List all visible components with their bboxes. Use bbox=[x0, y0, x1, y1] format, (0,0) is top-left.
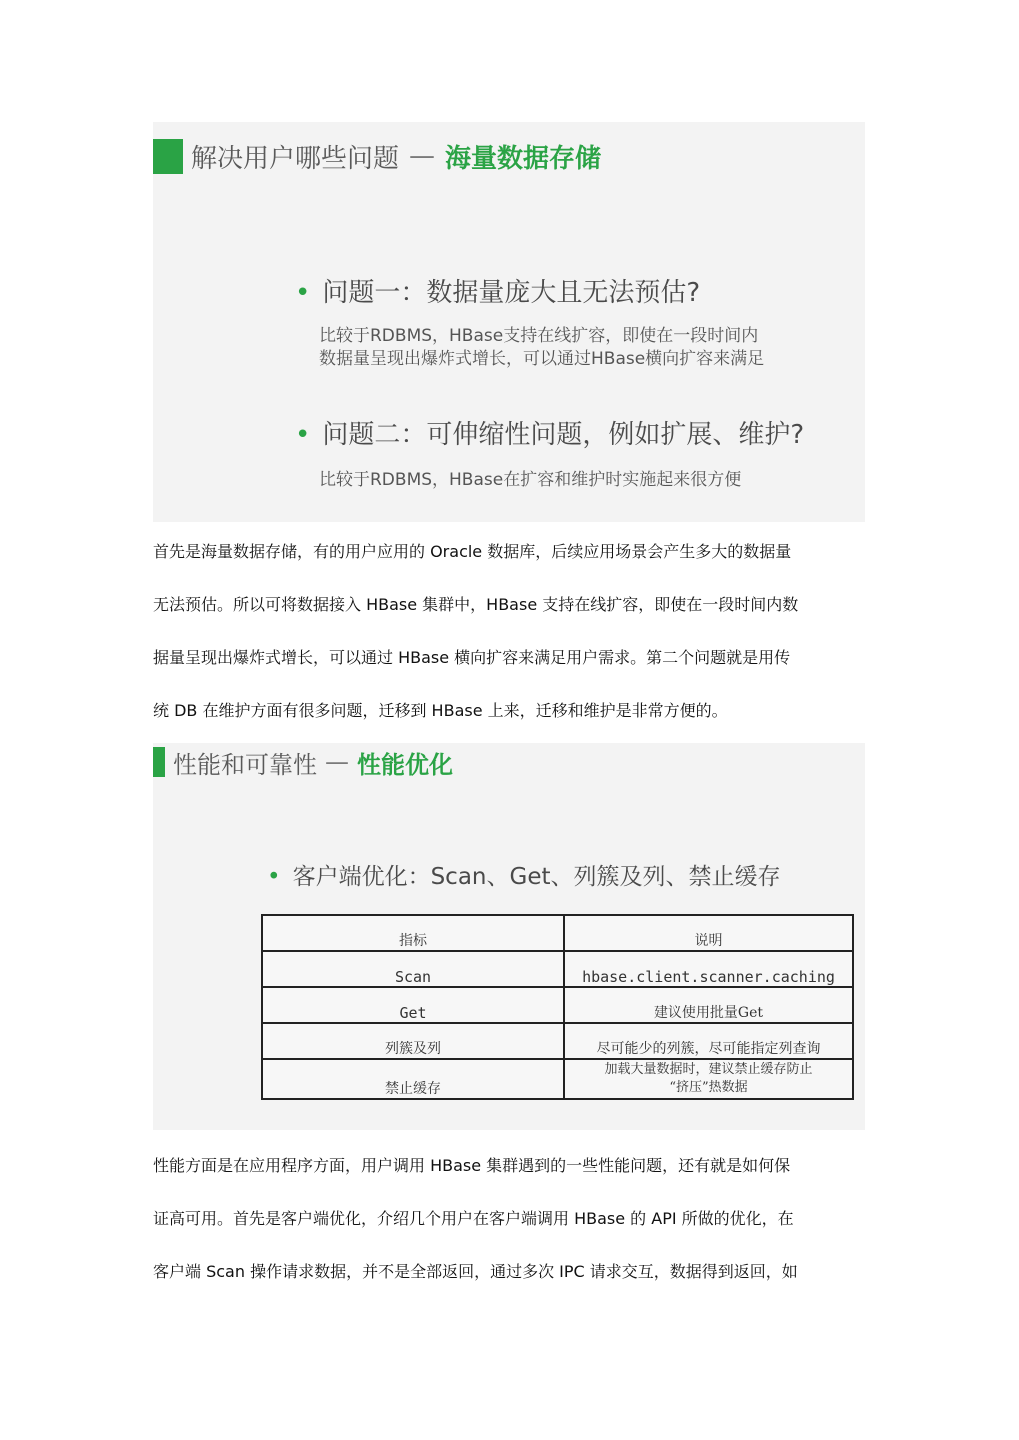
slide-title bbox=[153, 136, 601, 176]
paragraph-line: 首先是海量数据存储，有的用户应用的 Oracle 数据库，后续应用场景会产生多大的数据量 bbox=[153, 542, 792, 561]
table-cell: hbase.client.scanner.caching bbox=[564, 951, 853, 987]
slide-title bbox=[153, 745, 453, 779]
table-row bbox=[262, 1059, 853, 1099]
bullet-text: 客户端优化：Scan、Get、列簇及列、禁止缓存 bbox=[292, 864, 781, 890]
table-cell-line: “挤压”热数据 bbox=[669, 1080, 748, 1095]
table-row bbox=[262, 1023, 853, 1059]
paragraph-line: 证高可用。首先是客户端优化，介绍几个用户在客户端调用 HBase 的 API 所做的优化，在 bbox=[153, 1209, 794, 1228]
table-row bbox=[262, 987, 853, 1023]
bullet-text: 问题一：数据量庞大且无法预估? bbox=[322, 278, 701, 308]
bullet-detail-line: 数据量呈现出爆炸式增长，可以通过HBase横向扩容来满足 bbox=[319, 349, 765, 369]
slide-image-massive-storage bbox=[153, 122, 865, 522]
paragraph-line: 性能方面是在应用程序方面，用户调用 HBase 集群遇到的一些性能问题，还有就是如何保 bbox=[153, 1156, 791, 1175]
table-header-cell: 指标 bbox=[262, 915, 564, 951]
bullet-problem-one bbox=[295, 272, 700, 309]
body-paragraph bbox=[153, 525, 865, 737]
bullet-detail-line: 比较于RDBMS，HBase支持在线扩容，即使在一段时间内 bbox=[319, 326, 759, 346]
bullet-dot-icon: • bbox=[295, 278, 311, 308]
bullet-dot-icon: • bbox=[267, 864, 281, 890]
optimization-table bbox=[261, 914, 854, 1100]
slide-image-performance bbox=[153, 743, 865, 1130]
paragraph-line: 统 DB 在维护方面有很多问题，迁移到 HBase 上来，迁移和维护是非常方便的。 bbox=[153, 701, 728, 720]
bullet-client-optimization bbox=[267, 858, 781, 891]
table-header-row bbox=[262, 915, 853, 951]
bullet-dot-icon: • bbox=[295, 420, 311, 450]
bullet-problem-two bbox=[295, 414, 804, 451]
title-gray-text: 性能和可靠性 bbox=[173, 750, 317, 779]
table-cell: 尽可能少的列簇，尽可能指定列查询 bbox=[564, 1023, 853, 1059]
title-dash: — bbox=[325, 748, 349, 776]
paragraph-line: 客户端 Scan 操作请求数据，并不是全部返回，通过多次 IPC 请求交互，数据得到返回，如 bbox=[153, 1262, 798, 1281]
bullet-text: 问题二：可伸缩性问题，例如扩展、维护? bbox=[322, 420, 805, 450]
table-header-cell: 说明 bbox=[564, 915, 853, 951]
table-cell: Get bbox=[262, 987, 564, 1023]
title-highlight: 海量数据存储 bbox=[445, 143, 602, 174]
table-row bbox=[262, 951, 853, 987]
paragraph-line: 据量呈现出爆炸式增长，可以通过 HBase 横向扩容来满足用户需求。第二个问题就是用传 bbox=[153, 648, 791, 667]
table-cell: 建议使用批量Get bbox=[564, 987, 853, 1023]
bullet-detail-line: 比较于RDBMS，HBase在扩容和维护时实施起来很方便 bbox=[319, 470, 742, 490]
table-cell bbox=[564, 1059, 853, 1099]
table-cell-line: 加载大量数据时，建议禁止缓存防止 bbox=[604, 1062, 813, 1077]
title-highlight: 性能优化 bbox=[357, 750, 453, 779]
title-dash: — bbox=[409, 141, 436, 171]
table-cell: 禁止缓存 bbox=[262, 1059, 564, 1099]
title-gray-text: 解决用户哪些问题 bbox=[191, 143, 400, 174]
paragraph-line: 无法预估。所以可将数据接入 HBase 集群中，HBase 支持在线扩容，即使在一段时间内数 bbox=[153, 595, 799, 614]
title-marker bbox=[153, 747, 165, 777]
body-paragraph bbox=[153, 1139, 865, 1298]
title-marker bbox=[153, 139, 183, 174]
table-cell: 列簇及列 bbox=[262, 1023, 564, 1059]
table-cell: Scan bbox=[262, 951, 564, 987]
